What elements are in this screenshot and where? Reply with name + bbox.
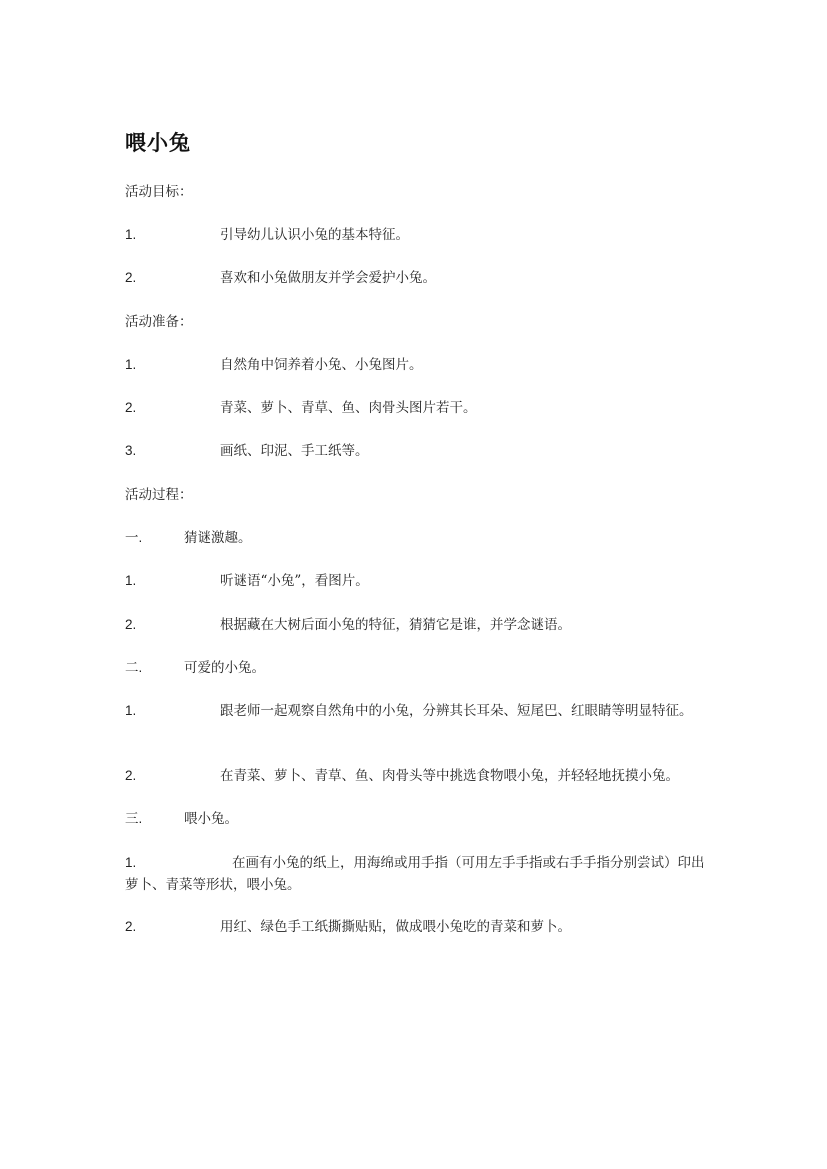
item-number: 3. [125, 443, 137, 458]
list-item [125, 916, 715, 938]
item-text: 画纸、印泥、手工纸等。 [220, 443, 369, 459]
part-number: 二. [125, 660, 143, 675]
item-text: 在画有小兔的纸上，用海绵或用手指（可用左手手指或右手手指分别尝试）印出萝卜、青菜等形状，喂小兔。 [125, 855, 705, 893]
part-number: 一. [125, 530, 143, 545]
heading-text: 活动准备： [125, 314, 193, 330]
item-number: 1. [125, 227, 137, 242]
process-part-heading [125, 657, 715, 679]
section-heading-goals [125, 181, 715, 203]
process-part-heading [125, 808, 715, 830]
list-item [125, 224, 715, 246]
item-number: 2. [125, 617, 137, 632]
item-text: 喜欢和小兔做朋友并学会爱护小兔。 [220, 270, 436, 286]
item-text: 引导幼儿认识小兔的基本特征。 [220, 227, 409, 243]
item-number: 1. [125, 855, 137, 870]
section-heading-process [125, 484, 715, 506]
list-item [125, 852, 715, 896]
part-number: 三. [125, 811, 143, 826]
item-number: 1. [125, 573, 137, 588]
item-text: 听谜语“小兔”，看图片。 [220, 573, 369, 589]
part-text: 猜谜激趣。 [184, 530, 252, 546]
item-number: 2. [125, 768, 137, 783]
list-item [125, 267, 715, 289]
item-text: 青菜、萝卜、青草、鱼、肉骨头图片若干。 [220, 400, 477, 416]
part-text: 可爱的小兔。 [184, 660, 265, 676]
item-text: 在青菜、萝卜、青草、鱼、肉骨头等中挑选食物喂小兔，并轻轻地抚摸小兔。 [220, 768, 679, 784]
item-text: 自然角中饲养着小兔、小兔图片。 [220, 357, 423, 373]
process-part-heading [125, 527, 715, 549]
list-item [125, 570, 715, 592]
heading-text: 活动过程： [125, 487, 193, 503]
list-item [125, 354, 715, 376]
item-text: 跟老师一起观察自然角中的小兔，分辨其长耳朵、短尾巴、红眼睛等明显特征。 [220, 703, 693, 719]
list-item [125, 440, 715, 462]
list-item [125, 765, 715, 787]
item-number: 1. [125, 703, 137, 718]
list-item [125, 700, 715, 722]
list-item [125, 614, 715, 636]
heading-text: 活动目标： [125, 184, 193, 200]
part-text: 喂小兔。 [184, 811, 238, 827]
item-number: 1. [125, 357, 137, 372]
item-number: 2. [125, 919, 137, 934]
section-heading-prep [125, 311, 715, 333]
item-number: 2. [125, 270, 137, 285]
document-title: 喂小兔 [125, 131, 191, 155]
item-text: 用红、绿色手工纸撕撕贴贴，做成喂小兔吃的青菜和萝卜。 [220, 919, 571, 935]
item-number: 2. [125, 400, 137, 415]
item-text: 根据藏在大树后面小兔的特征，猜猜它是谁，并学念谜语。 [220, 617, 571, 633]
list-item [125, 397, 715, 419]
